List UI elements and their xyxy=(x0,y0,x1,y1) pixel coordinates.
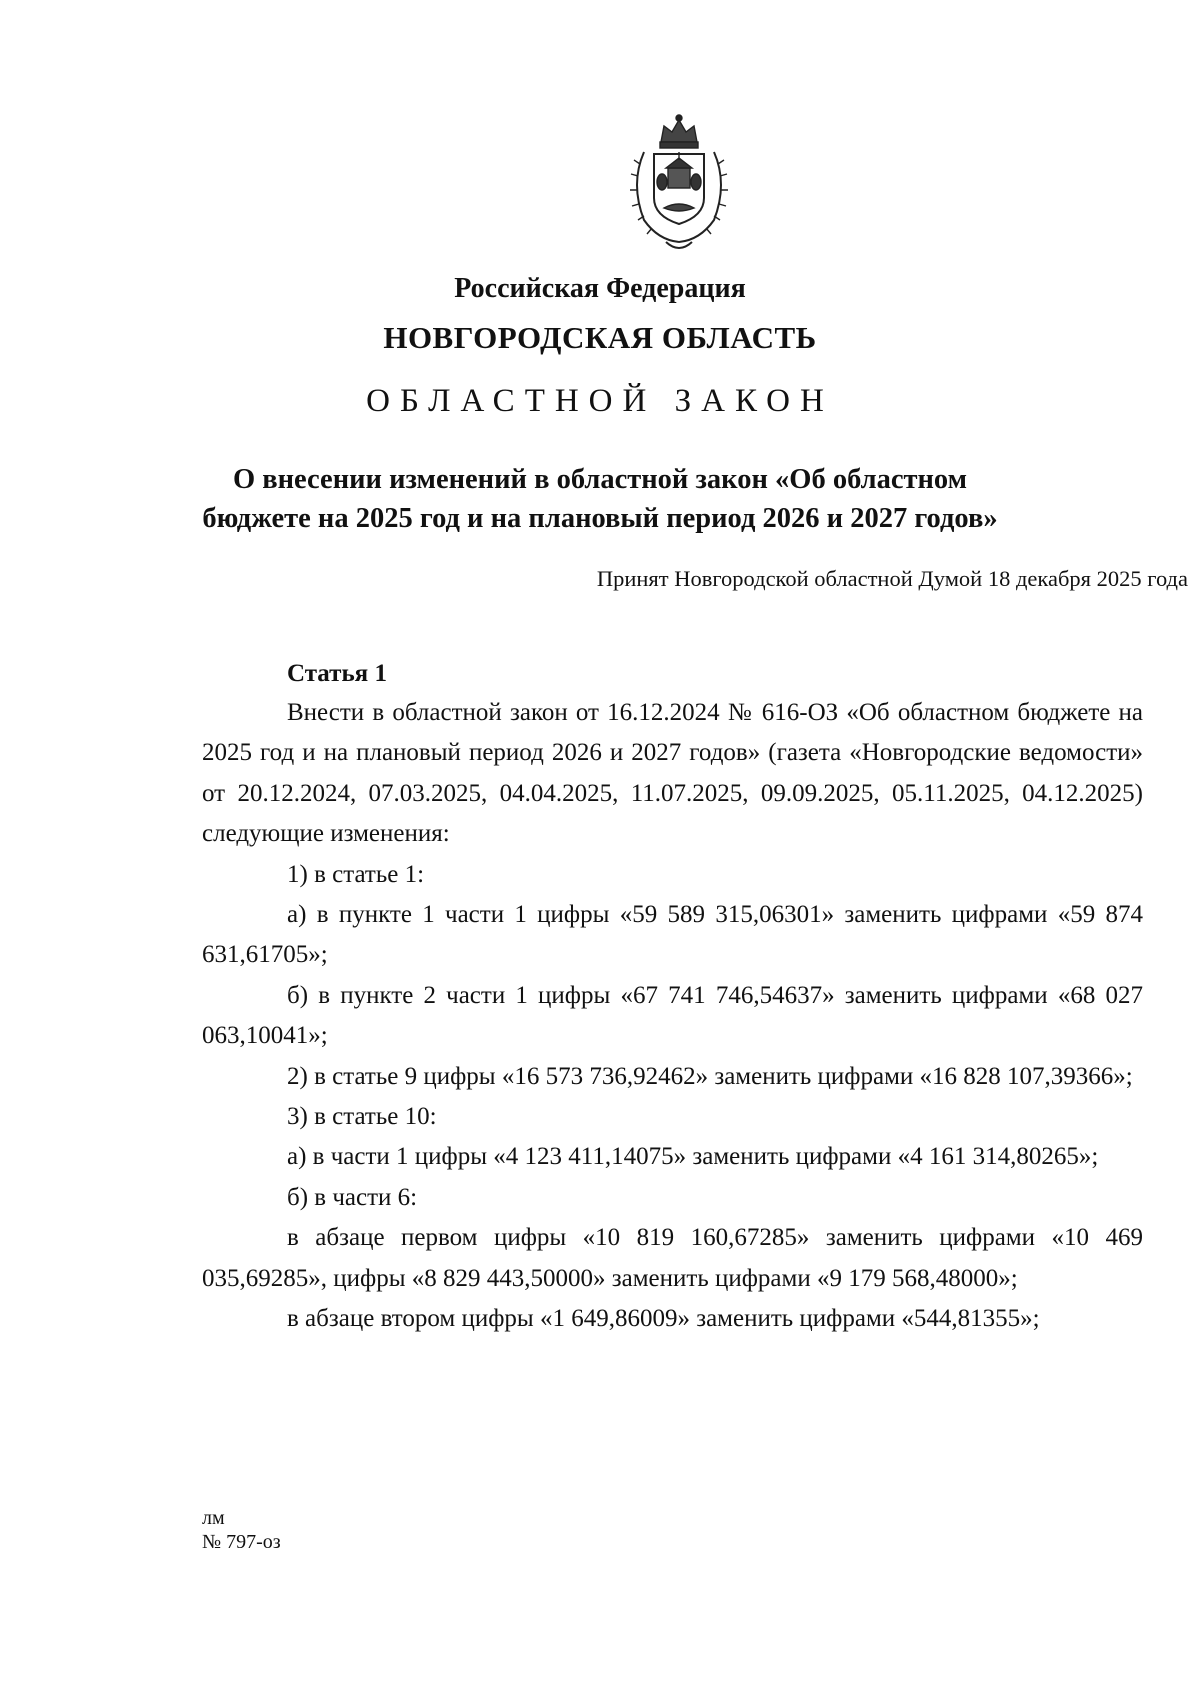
article-body xyxy=(202,693,1143,1340)
law-title-line: О внесении изменений в областной закон «Об областном xyxy=(232,464,968,495)
region-name: НОВГОРОДСКАЯ ОБЛАСТЬ xyxy=(383,320,817,355)
footer-law-number: № 797-оз xyxy=(202,1531,281,1553)
article-paragraph: Внести в областной закон от 16.12.2024 № 616-ОЗ «Об областном бюджете на 2025 год и на плановый период 2026 и 2027 годов» (газета «Новгородские ведомости» от 20.12.2024, 07.03.2025, 04.04.2025, 11.07.2025, 09.09.2025, 05.11.2025, 04.12.2025) следующие изменения: xyxy=(202,699,1143,848)
article-paragraph: б) в части 6: xyxy=(287,1183,418,1211)
article-heading: Статья 1 xyxy=(287,660,387,687)
law-title xyxy=(0,460,1200,538)
article-paragraph: а) в части 1 цифры «4 123 411,14075» заменить цифрами «4 161 314,80265»; xyxy=(287,1143,1099,1171)
document-type: ОБЛАСТНОЙ ЗАКОН xyxy=(366,383,834,419)
document-footer xyxy=(202,1506,281,1554)
article-paragraph: 1) в статье 1: xyxy=(287,860,425,888)
article-paragraph: в абзаце первом цифры «10 819 160,67285» заменить цифрами «10 469 035,69285», цифры «8 829 443,50000» заменить цифрами «9 179 568,48000»; xyxy=(202,1224,1143,1292)
footer-initials: лм xyxy=(202,1507,225,1529)
law-title-line: бюджете на 2025 год и на плановый период 2026 и 2027 годов» xyxy=(202,503,998,534)
article-paragraph: а) в пункте 1 части 1 цифры «59 589 315,06301» заменить цифрами «59 874 631,61705»; xyxy=(202,901,1143,969)
adoption-note: Принят Новгородской областной Думой 18 декабря 2025 года xyxy=(596,566,1188,591)
country-name: Российская Федерация xyxy=(454,273,746,304)
article-paragraph: 2) в статье 9 цифры «16 573 736,92462» заменить цифрами «16 828 107,39366»; xyxy=(287,1062,1133,1090)
novgorod-coat-of-arms-icon xyxy=(616,112,742,256)
article-paragraph: в абзаце втором цифры «1 649,86009» заменить цифрами «544,81355»; xyxy=(287,1305,1040,1333)
article-paragraph: б) в пункте 2 части 1 цифры «67 741 746,54637» заменить цифрами «68 027 063,10041»; xyxy=(202,981,1143,1050)
article-paragraph: 3) в статье 10: xyxy=(287,1103,437,1131)
